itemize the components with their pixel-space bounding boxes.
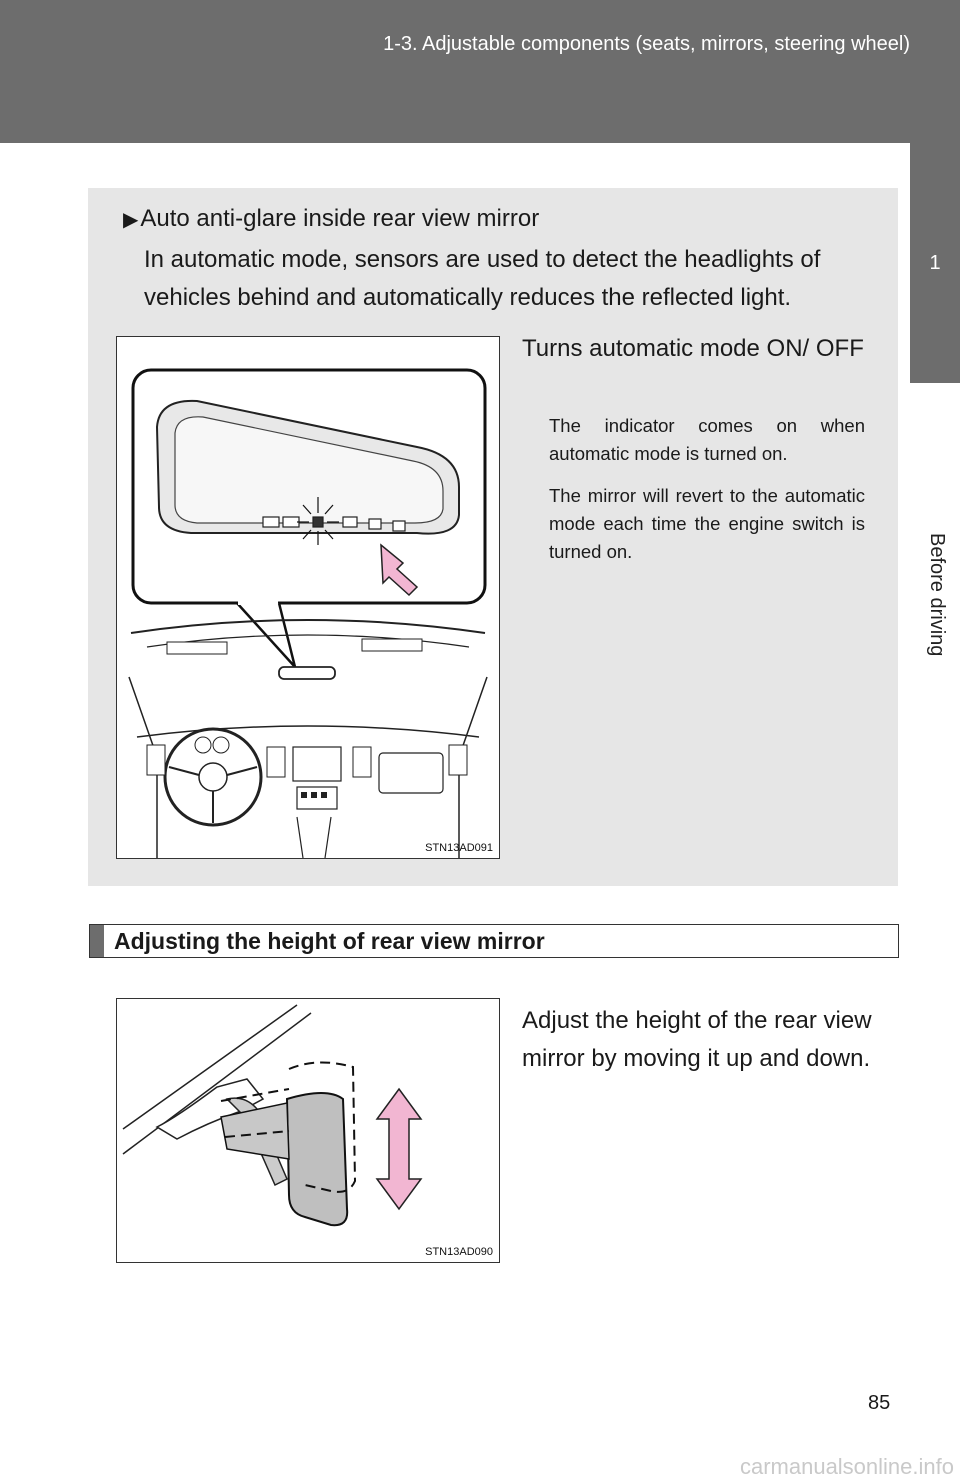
- chapter-label: Before driving: [926, 533, 948, 657]
- antiglare-note-2: The mirror will revert to the automatic mode each time the engine switch is turned on.: [549, 485, 865, 562]
- heading-bar: [90, 925, 104, 957]
- height-adjust-illustration: [116, 998, 500, 1263]
- antiglare-bullet-title: [123, 205, 539, 233]
- section-title: 1-3. Adjustable components (seats, mirrors, steering wheel): [383, 33, 910, 55]
- page-header: [0, 0, 960, 143]
- antiglare-note-1: The indicator comes on when automatic mode is turned on.: [549, 415, 865, 464]
- height-adjust-caption: Adjust the height of the rear view mirror by moving it up and down.: [522, 1007, 872, 1072]
- dashboard-mirror-drawing: [117, 337, 499, 858]
- chapter-number: 1: [910, 143, 960, 383]
- antiglare-mirror-illustration: [116, 336, 500, 859]
- antiglare-caption: Turns automatic mode ON/ OFF: [522, 335, 864, 362]
- figure-code: STN13AD090: [425, 1246, 493, 1258]
- chapter-side-tab: [910, 143, 960, 1484]
- antiglare-intro: In automatic mode, sensors are used to detect the headlights of vehicles behind and automatically reduces the reflected light.: [144, 246, 821, 311]
- page-number: 85: [868, 1392, 891, 1414]
- section-heading: [89, 924, 899, 958]
- mirror-height-drawing: [117, 999, 499, 1262]
- bullet-triangle-icon: ▶: [123, 209, 139, 231]
- watermark: carmanualsonline.info: [739, 1454, 954, 1479]
- figure-code: STN13AD091: [425, 842, 493, 854]
- antiglare-title-text: Auto anti-glare inside rear view mirror: [140, 205, 540, 232]
- heading-text: Adjusting the height of rear view mirror: [114, 928, 545, 954]
